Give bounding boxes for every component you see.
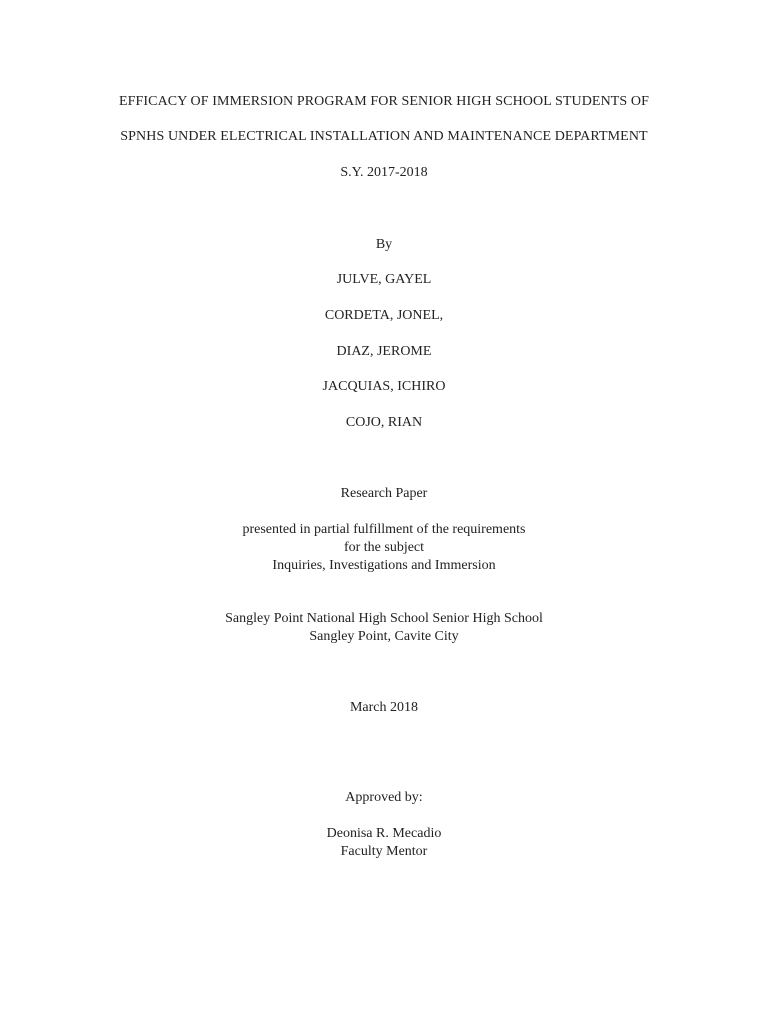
institution-name: Sangley Point National High School Senior High School — [225, 611, 543, 626]
author-name: CORDETA, JONEL, — [324, 308, 444, 323]
school-year: S.Y. 2017-2018 — [340, 165, 428, 180]
author-name: JULVE, GAYEL — [336, 272, 432, 287]
institution-location: Sangley Point, Cavite City — [309, 629, 459, 644]
date: March 2018 — [349, 700, 419, 715]
paper-type: Research Paper — [340, 486, 428, 501]
approver-name: Deonisa R. Mecadio — [326, 826, 442, 841]
subject-name: Inquiries, Investigations and Immersion — [272, 558, 496, 573]
author-name: DIAZ, JEROME — [336, 344, 432, 359]
by-label: By — [375, 237, 393, 252]
title-line-2: SPNHS UNDER ELECTRICAL INSTALLATION AND MAINTENANCE DEPARTMENT — [120, 129, 648, 144]
title-line-1: EFFICACY OF IMMERSION PROGRAM FOR SENIOR HIGH SCHOOL STUDENTS OF — [118, 94, 650, 109]
approver-role: Faculty Mentor — [340, 844, 428, 859]
approval-label: Approved by: — [345, 790, 423, 805]
purpose-line-1: presented in partial fulfillment of the requirements — [242, 522, 526, 537]
author-name: JACQUIAS, ICHIRO — [322, 379, 446, 394]
purpose-line-2: for the subject — [343, 540, 425, 555]
author-name: COJO, RIAN — [345, 415, 423, 430]
